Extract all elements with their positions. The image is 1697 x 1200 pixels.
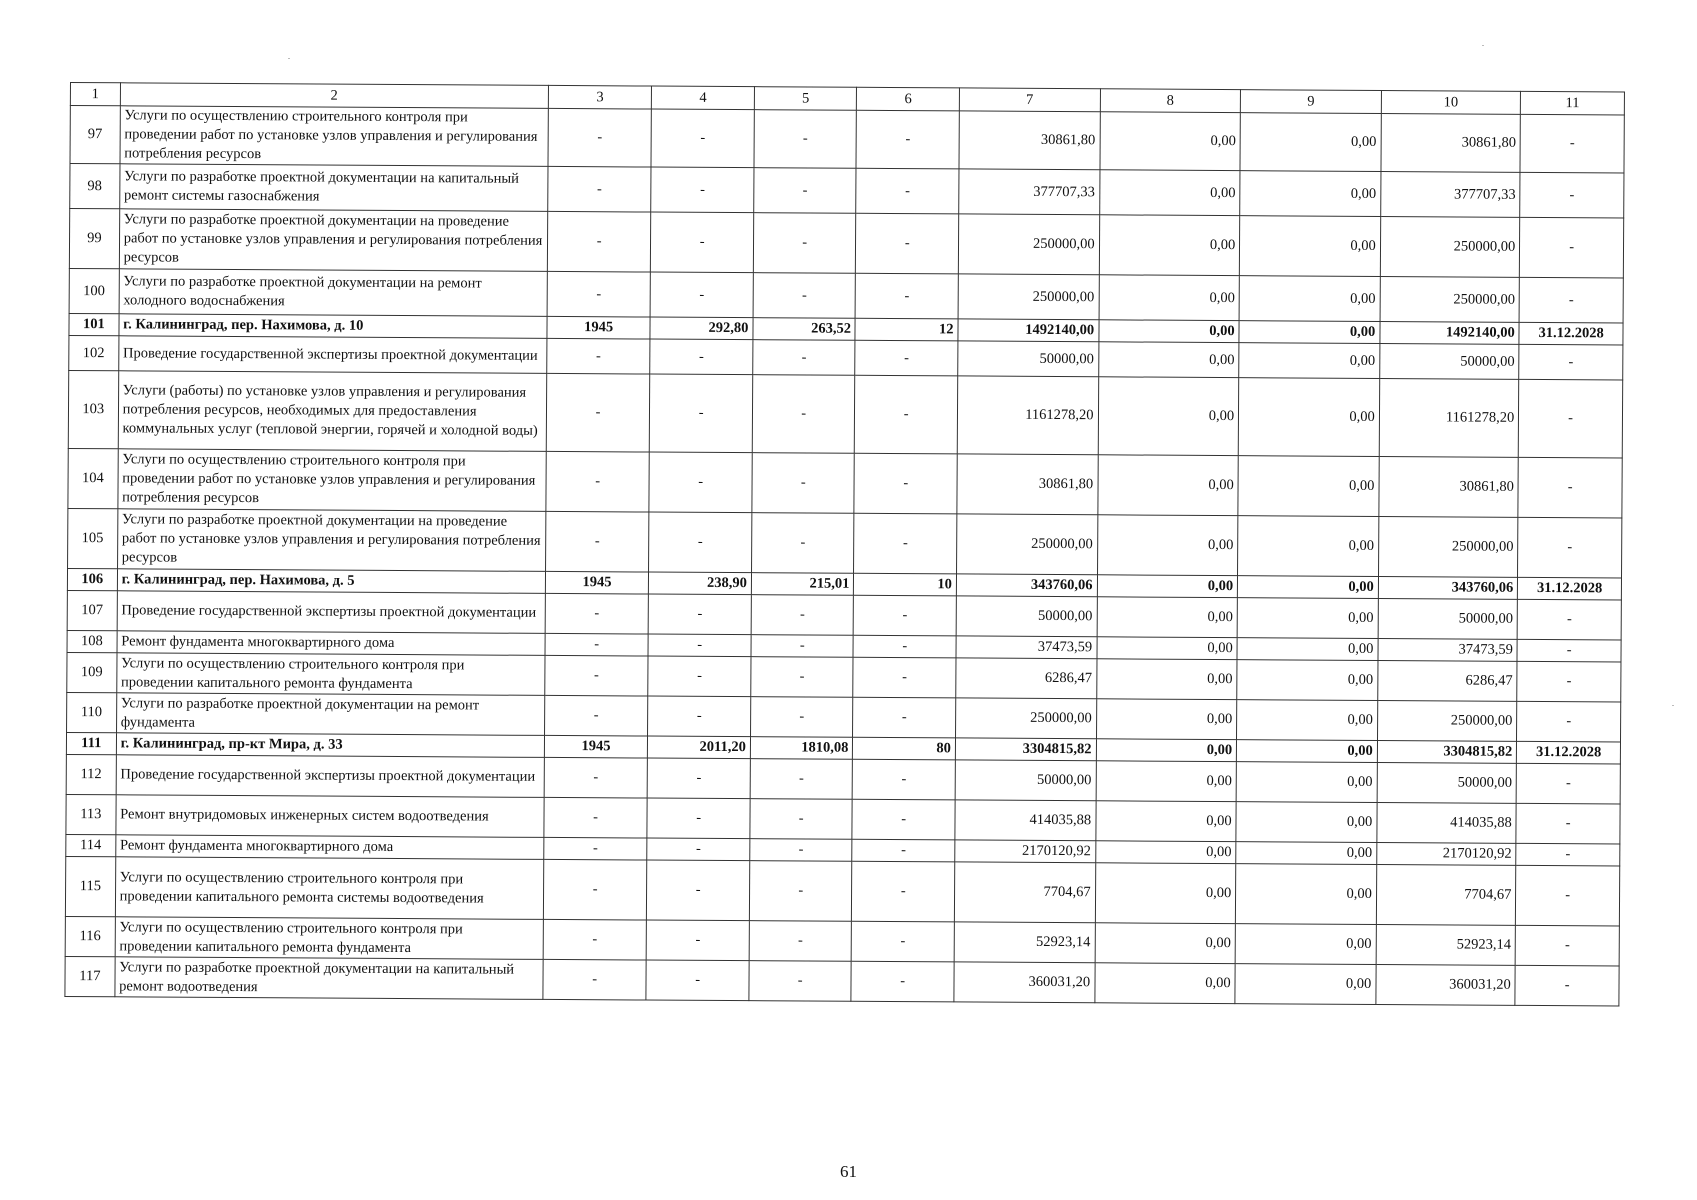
- col10-cell: 52923,14: [1376, 924, 1516, 965]
- col5-cell: -: [752, 375, 855, 454]
- col11-cell: 31.12.2028: [1517, 741, 1621, 764]
- row-number-cell: 110: [67, 692, 117, 732]
- col11-cell: -: [1516, 865, 1620, 926]
- description-cell: Проведение государственной экспертизы проектной документации: [116, 755, 544, 798]
- col9-cell: 0,00: [1240, 216, 1381, 277]
- row-number-cell: 104: [68, 448, 118, 508]
- col10-cell: 30861,80: [1379, 457, 1519, 518]
- col7-cell: 250000,00: [958, 214, 1099, 275]
- col7-cell: 50000,00: [958, 341, 1099, 377]
- description-cell: Услуги по осуществлению строительного контроля при проведении капитального ремонта фундамента: [115, 917, 543, 960]
- col10-cell: 250000,00: [1380, 277, 1520, 323]
- col8-cell: 0,00: [1097, 575, 1238, 598]
- description-cell: Услуги по осуществлению строительного контроля при проведении капитального ремонта системы водоотведения: [115, 857, 543, 920]
- col6-cell: -: [855, 340, 958, 376]
- col7-cell: 30861,80: [959, 111, 1100, 170]
- col11-cell: -: [1517, 639, 1621, 662]
- column-header: 2: [120, 83, 548, 109]
- col4-cell: 292,80: [650, 317, 753, 340]
- col8-cell: 0,00: [1097, 455, 1238, 516]
- col6-cell: -: [856, 273, 959, 319]
- col8-cell: 0,00: [1098, 342, 1239, 378]
- col3-cell: -: [543, 959, 647, 1000]
- col3-cell: 1945: [544, 735, 648, 758]
- col5-cell: -: [749, 961, 852, 1002]
- table-row: [68, 370, 1622, 457]
- col3-cell: -: [546, 373, 650, 452]
- col9-cell: 0,00: [1236, 864, 1377, 925]
- col8-cell: 0,00: [1095, 923, 1236, 964]
- table-row: [65, 856, 1619, 925]
- col6-cell: -: [855, 375, 958, 454]
- table-row: [65, 956, 1619, 1005]
- col6-cell: -: [852, 839, 955, 862]
- col6-cell: -: [856, 110, 959, 169]
- col8-cell: 0,00: [1096, 699, 1237, 740]
- row-number-cell: 114: [66, 834, 116, 856]
- col3-cell: -: [545, 511, 649, 572]
- col9-cell: 0,00: [1237, 598, 1378, 639]
- col8-cell: 0,00: [1099, 320, 1240, 343]
- col5-cell: -: [752, 453, 855, 514]
- col5-cell: -: [750, 799, 853, 840]
- col8-cell: 0,00: [1095, 801, 1236, 842]
- row-number-cell: 97: [70, 106, 120, 164]
- description-cell: Ремонт фундамента многоквартирного дома: [115, 835, 543, 860]
- col5-cell: -: [750, 839, 853, 862]
- col11-cell: -: [1520, 114, 1624, 173]
- col5-cell: -: [750, 697, 853, 738]
- col4-cell: -: [647, 860, 750, 921]
- col7-cell: 250000,00: [956, 698, 1097, 739]
- column-header: 3: [548, 85, 652, 109]
- col11-cell: -: [1517, 701, 1621, 742]
- row-number-cell: 105: [68, 508, 118, 568]
- col4-cell: -: [649, 594, 752, 635]
- col8-cell: 0,00: [1097, 515, 1238, 576]
- page-number: 61: [840, 1162, 857, 1181]
- col7-cell: 1161278,20: [957, 376, 1098, 455]
- col8-cell: 0,00: [1096, 739, 1237, 762]
- col10-cell: 1161278,20: [1379, 379, 1519, 458]
- col7-cell: 6286,47: [956, 658, 1097, 699]
- col9-cell: 0,00: [1240, 113, 1381, 172]
- col7-cell: 343760,06: [956, 574, 1097, 597]
- col8-cell: 0,00: [1097, 637, 1238, 660]
- col10-cell: 7704,67: [1376, 864, 1516, 925]
- col4-cell: -: [650, 272, 753, 318]
- col10-cell: 1492140,00: [1380, 322, 1520, 345]
- col7-cell: 250000,00: [958, 274, 1099, 320]
- row-number-cell: 115: [65, 856, 115, 916]
- scan-speck: [1672, 705, 1674, 706]
- column-header: 8: [1100, 89, 1241, 113]
- col6-cell: -: [852, 799, 955, 840]
- description-cell: г. Калининград, пр-кт Мира, д. 33: [116, 733, 544, 758]
- col5-cell: -: [750, 759, 853, 800]
- col11-cell: -: [1520, 172, 1624, 218]
- col10-cell: 6286,47: [1378, 660, 1518, 701]
- description-cell: Услуги по разработке проектной документации на ремонт фундамента: [116, 693, 544, 736]
- col6-cell: -: [856, 213, 959, 274]
- col8-cell: 0,00: [1096, 659, 1237, 700]
- col9-cell: 0,00: [1237, 660, 1378, 701]
- col4-cell: -: [647, 798, 750, 839]
- col3-cell: -: [544, 695, 648, 736]
- col8-cell: 0,00: [1095, 841, 1236, 864]
- col6-cell: 10: [854, 573, 957, 596]
- table-row: [68, 448, 1622, 517]
- col5-cell: 263,52: [753, 318, 856, 341]
- col4-cell: -: [651, 109, 754, 168]
- row-number-cell: 113: [66, 794, 116, 834]
- row-number-cell: 106: [67, 568, 117, 590]
- col3-cell: -: [548, 166, 652, 212]
- col3-cell: -: [545, 593, 649, 634]
- col6-cell: -: [851, 961, 954, 1002]
- col3-cell: -: [544, 797, 648, 838]
- row-number-cell: 102: [69, 335, 119, 370]
- col11-cell: -: [1517, 599, 1621, 640]
- col9-cell: 0,00: [1240, 171, 1381, 217]
- column-header: 11: [1521, 91, 1625, 115]
- col10-cell: 250000,00: [1377, 700, 1517, 741]
- col11-cell: -: [1520, 217, 1624, 278]
- column-header: 6: [857, 87, 960, 111]
- col10-cell: 37473,59: [1378, 638, 1518, 661]
- col8-cell: 0,00: [1094, 963, 1235, 1004]
- col4-cell: -: [651, 167, 754, 213]
- col9-cell: 0,00: [1237, 700, 1378, 741]
- col11-cell: 31.12.2028: [1518, 577, 1622, 600]
- col9-cell: 0,00: [1235, 964, 1376, 1005]
- data-table: [64, 82, 1625, 1006]
- col3-cell: -: [545, 633, 649, 656]
- col4-cell: -: [649, 512, 752, 573]
- col4-cell: -: [648, 696, 751, 737]
- col6-cell: -: [854, 595, 957, 636]
- row-number-cell: 117: [65, 956, 115, 996]
- col9-cell: 0,00: [1236, 762, 1377, 803]
- col9-cell: 0,00: [1238, 516, 1379, 577]
- col11-cell: -: [1515, 925, 1619, 966]
- column-header: 5: [754, 87, 857, 111]
- col5-cell: -: [749, 921, 852, 962]
- col6-cell: -: [853, 759, 956, 800]
- col4-cell: -: [646, 960, 749, 1001]
- col7-cell: 52923,14: [954, 922, 1095, 963]
- col8-cell: 0,00: [1099, 170, 1240, 216]
- col3-cell: -: [547, 211, 651, 272]
- column-header: 9: [1241, 90, 1382, 114]
- col6-cell: -: [856, 168, 959, 214]
- col6-cell: -: [854, 513, 957, 574]
- col5-cell: -: [751, 635, 854, 658]
- col4-cell: -: [648, 758, 751, 799]
- col7-cell: 30861,80: [957, 454, 1098, 515]
- col3-cell: -: [544, 837, 648, 860]
- description-cell: Проведение государственной экспертизы проектной документации: [117, 591, 545, 634]
- col9-cell: 0,00: [1239, 276, 1380, 322]
- col11-cell: -: [1519, 277, 1623, 323]
- col5-cell: 1810,08: [750, 737, 853, 760]
- col6-cell: -: [854, 453, 957, 514]
- col9-cell: 0,00: [1238, 576, 1379, 599]
- col5-cell: -: [754, 110, 857, 169]
- row-number-cell: 98: [70, 164, 120, 209]
- col7-cell: 250000,00: [957, 514, 1098, 575]
- col8-cell: 0,00: [1097, 597, 1238, 638]
- col3-cell: -: [543, 859, 647, 920]
- row-number-cell: 107: [67, 590, 117, 630]
- col10-cell: 377707,33: [1380, 172, 1520, 218]
- col6-cell: 80: [853, 737, 956, 760]
- col11-cell: -: [1519, 379, 1623, 458]
- row-number-cell: 116: [65, 916, 115, 956]
- col10-cell: 414035,88: [1377, 802, 1517, 843]
- col7-cell: 1492140,00: [958, 319, 1099, 342]
- row-number-cell: 111: [66, 732, 116, 754]
- column-header: 7: [959, 88, 1100, 112]
- col6-cell: -: [853, 697, 956, 738]
- col3-cell: -: [543, 919, 647, 960]
- col10-cell: 2170120,92: [1377, 842, 1517, 865]
- col6-cell: -: [852, 921, 955, 962]
- description-cell: Услуги по осуществлению строительного контроля при проведении работ по установке узлов управления и регулирования потребления ресурсов: [120, 106, 548, 167]
- col8-cell: 0,00: [1098, 377, 1239, 456]
- col8-cell: 0,00: [1100, 112, 1241, 171]
- col4-cell: -: [650, 339, 753, 375]
- col3-cell: 1945: [545, 571, 649, 594]
- col4-cell: -: [648, 634, 751, 657]
- col11-cell: 31.12.2028: [1519, 322, 1623, 345]
- col9-cell: 0,00: [1236, 842, 1377, 865]
- description-cell: Ремонт внутридомовых инженерных систем водоотведения: [116, 795, 544, 838]
- col10-cell: 50000,00: [1379, 344, 1519, 380]
- col5-cell: -: [751, 513, 854, 574]
- col5-cell: -: [754, 168, 857, 214]
- col3-cell: -: [548, 108, 652, 167]
- col6-cell: -: [853, 657, 956, 698]
- col11-cell: -: [1516, 763, 1620, 804]
- col10-cell: 3304815,82: [1377, 740, 1517, 763]
- col10-cell: 360031,20: [1376, 964, 1516, 1005]
- col5-cell: -: [753, 273, 856, 319]
- col10-cell: 250000,00: [1378, 517, 1518, 578]
- col5-cell: -: [751, 657, 854, 698]
- row-number-cell: 103: [68, 370, 118, 448]
- col11-cell: -: [1518, 457, 1622, 518]
- col6-cell: 12: [855, 318, 958, 341]
- col5-cell: -: [751, 595, 854, 636]
- description-cell: Услуги по разработке проектной документации на капитальный ремонт системы газоснабжения: [119, 164, 547, 212]
- col3-cell: -: [546, 451, 650, 512]
- col7-cell: 50000,00: [956, 596, 1097, 637]
- col7-cell: 360031,20: [954, 962, 1095, 1003]
- col7-cell: 377707,33: [959, 169, 1100, 215]
- row-number-cell: 100: [69, 268, 119, 313]
- col6-cell: -: [852, 861, 955, 922]
- col7-cell: 2170120,92: [955, 840, 1096, 863]
- description-cell: г. Калининград, пер. Нахимова, д. 10: [119, 314, 547, 339]
- col8-cell: 0,00: [1096, 761, 1237, 802]
- col10-cell: 50000,00: [1377, 762, 1517, 803]
- column-header: 4: [652, 86, 755, 110]
- col9-cell: 0,00: [1235, 924, 1376, 965]
- col7-cell: 37473,59: [956, 636, 1097, 659]
- col5-cell: -: [753, 340, 856, 376]
- col5-cell: -: [749, 861, 852, 922]
- document-sheet: [64, 82, 1625, 1006]
- description-cell: Услуги по разработке проектной документации на ремонт холодного водоснабжения: [119, 269, 547, 317]
- description-cell: Услуги по осуществлению строительного контроля при проведении работ по установке узлов управления и регулирования потребления ресурсов: [118, 449, 546, 512]
- col10-cell: 250000,00: [1380, 217, 1520, 278]
- col3-cell: 1945: [547, 316, 651, 339]
- column-header: 1: [70, 83, 120, 106]
- description-cell: Услуги по разработке проектной документации на проведение работ по установке узлов управления и регулирования потребления ресурсов: [117, 509, 545, 572]
- table-row: [70, 106, 1624, 173]
- scan-speck: [1482, 45, 1484, 46]
- col4-cell: 238,90: [649, 572, 752, 595]
- col11-cell: -: [1518, 517, 1622, 578]
- description-cell: Ремонт фундамента многоквартирного дома: [117, 631, 545, 656]
- row-number-cell: 109: [67, 652, 117, 692]
- col4-cell: -: [649, 452, 752, 513]
- col4-cell: -: [650, 374, 753, 453]
- col9-cell: 0,00: [1238, 456, 1379, 517]
- col11-cell: -: [1516, 803, 1620, 844]
- table-row: [69, 209, 1623, 278]
- col3-cell: -: [544, 757, 648, 798]
- col11-cell: -: [1516, 843, 1620, 866]
- col11-cell: -: [1519, 344, 1623, 380]
- col7-cell: 50000,00: [955, 760, 1096, 801]
- description-cell: Услуги по осуществлению строительного контроля при проведении капитального ремонта фундамента: [116, 653, 544, 696]
- col9-cell: 0,00: [1239, 343, 1380, 379]
- scan-speck: [288, 58, 290, 59]
- col4-cell: -: [648, 656, 751, 697]
- description-cell: г. Калининград, пер. Нахимова, д. 5: [117, 569, 545, 594]
- column-header: 10: [1381, 91, 1521, 115]
- col11-cell: -: [1515, 965, 1619, 1006]
- col7-cell: 7704,67: [954, 862, 1095, 923]
- col4-cell: -: [647, 920, 750, 961]
- row-number-cell: 99: [69, 209, 119, 269]
- col8-cell: 0,00: [1099, 215, 1240, 276]
- row-number-cell: 101: [69, 313, 119, 335]
- col9-cell: 0,00: [1239, 321, 1380, 344]
- table-row: [68, 508, 1622, 577]
- col9-cell: 0,00: [1237, 740, 1378, 763]
- col8-cell: 0,00: [1095, 863, 1236, 924]
- col5-cell: -: [753, 213, 856, 274]
- col10-cell: 343760,06: [1378, 577, 1518, 600]
- col3-cell: -: [545, 655, 649, 696]
- col4-cell: -: [647, 838, 750, 861]
- col3-cell: -: [547, 271, 651, 317]
- description-cell: Услуги по разработке проектной документации на капитальный ремонт водоотведения: [115, 957, 543, 1000]
- col5-cell: 215,01: [751, 573, 854, 596]
- col10-cell: 30861,80: [1381, 114, 1521, 173]
- col9-cell: 0,00: [1236, 802, 1377, 843]
- col11-cell: -: [1517, 661, 1621, 702]
- row-number-cell: 112: [66, 754, 116, 794]
- col4-cell: -: [651, 212, 754, 273]
- col4-cell: 2011,20: [648, 736, 751, 759]
- col3-cell: -: [547, 338, 651, 374]
- description-cell: Услуги по разработке проектной документации на проведение работ по установке узлов управления и регулирования потребления ресурсов: [119, 209, 547, 272]
- col6-cell: -: [853, 635, 956, 658]
- col7-cell: 3304815,82: [955, 738, 1096, 761]
- row-number-cell: 108: [67, 630, 117, 652]
- col10-cell: 50000,00: [1378, 599, 1518, 640]
- col8-cell: 0,00: [1099, 275, 1240, 321]
- col9-cell: 0,00: [1237, 638, 1378, 661]
- description-cell: Проведение государственной экспертизы проектной документации: [118, 336, 546, 374]
- description-cell: Услуги (работы) по установке узлов управления и регулирования потребления ресурсов, необходимых для предоставления коммунальных услуг (тепловой энергии, горячей и холодной воды): [118, 371, 547, 452]
- col9-cell: 0,00: [1238, 378, 1379, 457]
- col7-cell: 414035,88: [955, 800, 1096, 841]
